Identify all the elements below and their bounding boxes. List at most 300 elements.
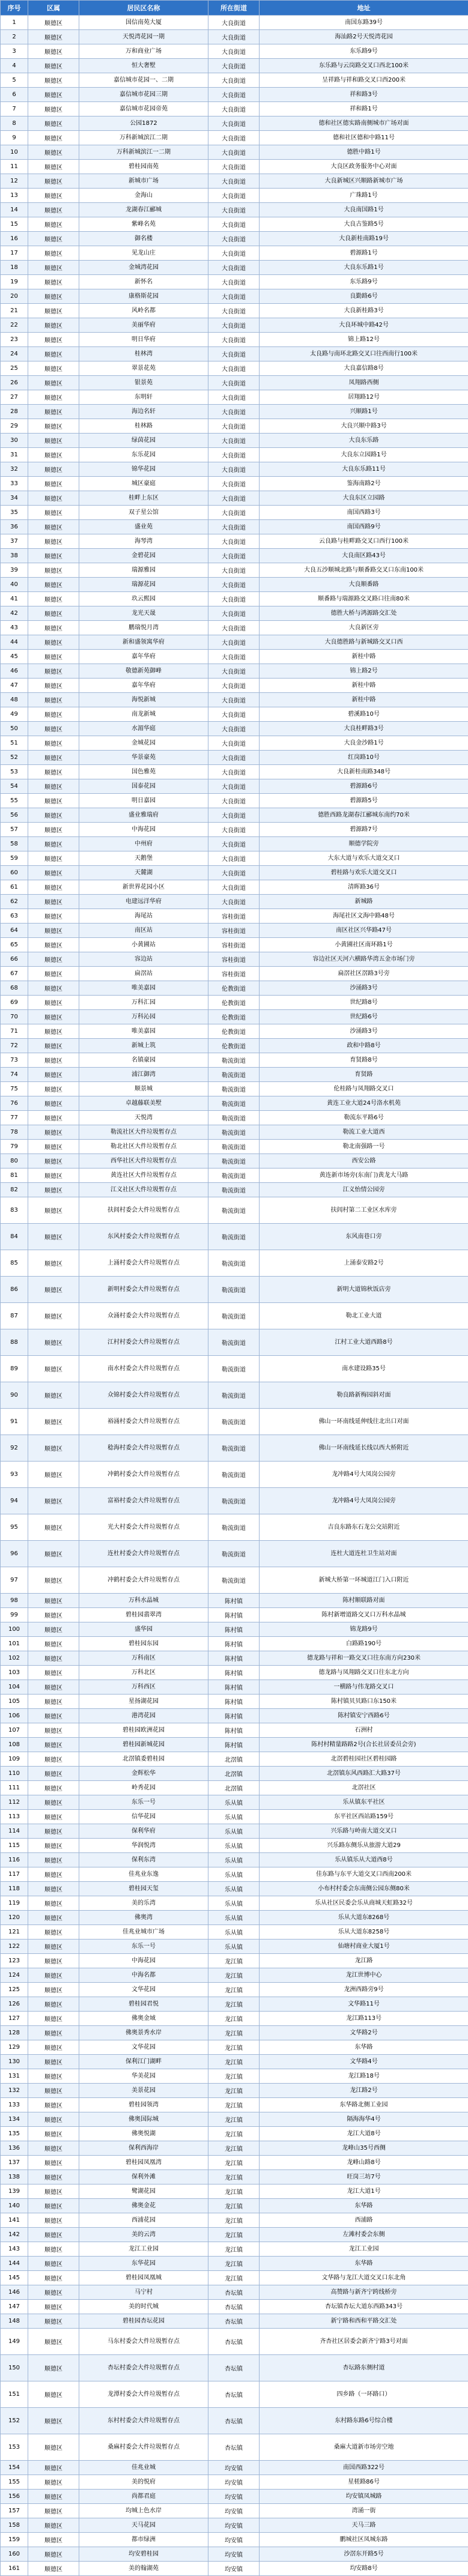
cell-community: 光大村委会大件垃圾暂存点 — [79, 1514, 208, 1541]
table-row — [1, 1111, 468, 1125]
cell-district: 顺德区 — [28, 189, 79, 203]
cell-no: 36 — [1, 520, 28, 534]
cell-district: 顺德区 — [28, 679, 79, 693]
table-row — [1, 419, 468, 434]
cell-address: 大良顺番路 — [260, 578, 468, 592]
table-row — [1, 1752, 468, 1767]
cell-district: 顺德区 — [28, 1277, 79, 1303]
cell-community: 恒大奢墅 — [79, 59, 208, 73]
table-row — [1, 1197, 468, 1224]
table-row — [1, 2547, 468, 2562]
cell-no: 65 — [1, 938, 28, 952]
cell-address: 顺番路与瑞源路交叉路口往南80米 — [260, 592, 468, 606]
cell-no: 147 — [1, 2300, 28, 2314]
cell-address: 顺德学院旁 — [260, 837, 468, 851]
cell-no: 99 — [1, 1608, 28, 1622]
cell-street: 均安镇 — [208, 2518, 260, 2533]
cell-no: 58 — [1, 837, 28, 851]
cell-street: 大良街道 — [208, 405, 260, 419]
cell-street: 大良街道 — [208, 808, 260, 823]
cell-district: 顺德区 — [28, 534, 79, 549]
cell-address: 文华路2号 — [260, 2026, 468, 2040]
cell-no: 70 — [1, 1010, 28, 1024]
cell-district: 顺德区 — [28, 1594, 79, 1608]
cell-no: 35 — [1, 506, 28, 520]
table-row — [1, 1738, 468, 1752]
cell-community: 新明村委会大件垃圾暂存点 — [79, 1277, 208, 1303]
cell-address: 良勤路6号 — [260, 289, 468, 304]
cell-address: 佳东路与东平大道交叉口西南200米 — [260, 1867, 468, 1882]
cell-address: 东平社区西站路159号 — [260, 1810, 468, 1824]
table-row — [1, 73, 468, 88]
table-row — [1, 2461, 468, 2475]
cell-district: 顺德区 — [28, 1541, 79, 1567]
cell-community: 佳兆业城市广场 — [79, 1925, 208, 1940]
table-row — [1, 1968, 468, 1983]
cell-community: 金城湾花园 — [79, 261, 208, 275]
cell-district: 顺德区 — [28, 2285, 79, 2300]
cell-street: 大良街道 — [208, 621, 260, 635]
cell-district: 顺德区 — [28, 2184, 79, 2199]
cell-address: 兴乐路与岭南大道交叉口 — [260, 1824, 468, 1839]
cell-no: 18 — [1, 261, 28, 275]
cell-address: 龙江路18号 — [260, 2069, 468, 2084]
cell-no: 157 — [1, 2504, 28, 2518]
table-row — [1, 131, 468, 145]
cell-street: 大良街道 — [208, 318, 260, 333]
cell-district: 顺德区 — [28, 1983, 79, 1997]
table-row — [1, 1983, 468, 1997]
cell-address: 碧源路7号 — [260, 823, 468, 837]
cell-community: 美的乐湾 — [79, 1896, 208, 1911]
cell-district: 顺德区 — [28, 866, 79, 880]
cell-community: 富裕村委会大件垃圾暂存点 — [79, 1488, 208, 1514]
cell-community: 桑麻村委会大件垃圾暂存点 — [79, 2434, 208, 2461]
cell-street: 杏坛镇 — [208, 2329, 260, 2355]
cell-district: 顺德区 — [28, 1695, 79, 1709]
table-row — [1, 2213, 468, 2228]
cell-district: 顺德区 — [28, 967, 79, 981]
table-row — [1, 2257, 468, 2271]
cell-street: 大良街道 — [208, 174, 260, 189]
cell-district: 顺德区 — [28, 1435, 79, 1462]
cell-street: 勒流街道 — [208, 1183, 260, 1197]
cell-community: 文华花园 — [79, 1983, 208, 1997]
cell-community: 小黄圃站 — [79, 938, 208, 952]
cell-district: 顺德区 — [28, 1940, 79, 1954]
cell-district: 顺德区 — [28, 289, 79, 304]
cell-no: 24 — [1, 347, 28, 361]
cell-street: 乐从镇 — [208, 1940, 260, 1954]
cell-community: 华美花园 — [79, 2069, 208, 2084]
cell-address: 文华路与龙江大道交叉口东北角 — [260, 2271, 468, 2285]
cell-district: 顺德区 — [28, 1303, 79, 1329]
cell-district: 顺德区 — [28, 1723, 79, 1738]
cell-community: 碧桂园南苑 — [79, 160, 208, 174]
cell-community: 佛奥悦湖 — [79, 2127, 208, 2141]
cell-district: 顺德区 — [28, 1997, 79, 2012]
cell-address: 新桂中路 — [260, 693, 468, 707]
table-row — [1, 1882, 468, 1896]
cell-district: 顺德区 — [28, 707, 79, 722]
table-row — [1, 1053, 468, 1068]
cell-street: 大良街道 — [208, 131, 260, 145]
cell-district: 顺德区 — [28, 2408, 79, 2434]
cell-district: 顺德区 — [28, 160, 79, 174]
cell-no: 113 — [1, 1810, 28, 1824]
cell-street: 乐从镇 — [208, 1839, 260, 1853]
cell-community: 碧桂园欧洲花园 — [79, 1723, 208, 1738]
cell-address: 呈祥路与祥和路交叉口西200米 — [260, 73, 468, 88]
cell-street: 大良街道 — [208, 491, 260, 506]
cell-no: 153 — [1, 2434, 28, 2461]
cell-community: 紫峰名苑 — [79, 217, 208, 232]
cell-district: 顺德区 — [28, 952, 79, 967]
table-row — [1, 1183, 468, 1197]
cell-community: 都市绿洲 — [79, 2533, 208, 2547]
cell-no: 98 — [1, 1594, 28, 1608]
cell-no: 68 — [1, 981, 28, 996]
cell-no: 74 — [1, 1068, 28, 1082]
table-row — [1, 679, 468, 693]
cell-community: 盛业雅瑞府 — [79, 808, 208, 823]
cell-street: 陈村镇 — [208, 1608, 260, 1622]
cell-address: 大良东区立园路 — [260, 491, 468, 506]
cell-community: 天马花园 — [79, 2518, 208, 2533]
cell-district: 顺德区 — [28, 2084, 79, 2098]
cell-street: 勒流街道 — [208, 1356, 260, 1382]
cell-district: 顺德区 — [28, 2170, 79, 2184]
cell-street: 龙江镇 — [208, 2026, 260, 2040]
cell-district: 顺德区 — [28, 1169, 79, 1183]
cell-community: 南区站 — [79, 924, 208, 938]
cell-no: 158 — [1, 2518, 28, 2533]
cell-district: 顺德区 — [28, 2300, 79, 2314]
cell-address: 吉良东路东石龙公交站附近 — [260, 1514, 468, 1541]
cell-no: 151 — [1, 2381, 28, 2408]
table-row — [1, 751, 468, 765]
cell-community: 佛奥景秀水岸 — [79, 2026, 208, 2040]
table-row — [1, 578, 468, 592]
cell-no: 37 — [1, 534, 28, 549]
table-row — [1, 116, 468, 131]
cell-community: 佳兆业东逸 — [79, 1867, 208, 1882]
cell-district: 顺德区 — [28, 1125, 79, 1140]
cell-street: 陈村镇 — [208, 1637, 260, 1651]
cell-district: 顺德区 — [28, 2127, 79, 2141]
cell-address: 勒流工业大道西 — [260, 1125, 468, 1140]
cell-no: 139 — [1, 2184, 28, 2199]
table-row — [1, 736, 468, 751]
cell-community: 黄连社区大件垃圾暂存点 — [79, 1169, 208, 1183]
cell-no: 142 — [1, 2228, 28, 2242]
table-row — [1, 808, 468, 823]
cell-no: 7 — [1, 102, 28, 116]
table-row — [1, 2127, 468, 2141]
cell-street: 龙江镇 — [208, 2069, 260, 2084]
cell-address: 东乐路9号 — [260, 275, 468, 289]
cell-street: 杏坛镇 — [208, 2314, 260, 2329]
table-row — [1, 1435, 468, 1462]
cell-no: 54 — [1, 779, 28, 794]
table-row — [1, 246, 468, 261]
cell-address: 大良东乐路1号 — [260, 261, 468, 275]
cell-street: 大良街道 — [208, 304, 260, 318]
cell-community: 勒北社区大件垃圾暂存点 — [79, 1140, 208, 1154]
cell-community: 浦江御湾 — [79, 1068, 208, 1082]
cell-address: 仙塘村商业大厦1号 — [260, 1940, 468, 1954]
cell-street: 大良街道 — [208, 779, 260, 794]
cell-district: 顺德区 — [28, 779, 79, 794]
cell-street: 勒流街道 — [208, 1197, 260, 1224]
table-row — [1, 765, 468, 779]
cell-district: 顺德区 — [28, 361, 79, 376]
cell-street: 龙江镇 — [208, 2156, 260, 2170]
cell-address: 德胜西路龙湖春江郦城东南约70米 — [260, 808, 468, 823]
cell-community: 碧桂园东园 — [79, 1637, 208, 1651]
table-row — [1, 837, 468, 851]
cell-street: 大良街道 — [208, 520, 260, 534]
cell-address: 大良新桂南路19号 — [260, 232, 468, 246]
cell-street: 大良街道 — [208, 606, 260, 621]
table-row — [1, 981, 468, 996]
cell-district: 顺德区 — [28, 2434, 79, 2461]
cell-address: 大良新区旁 — [260, 621, 468, 635]
cell-address: 大良金沙路1号 — [260, 736, 468, 751]
table-row — [1, 145, 468, 160]
cell-community: 新和盛领寓华府 — [79, 635, 208, 650]
cell-address: 西浦路 — [260, 2213, 468, 2228]
table-row — [1, 1723, 468, 1738]
cell-no: 120 — [1, 1911, 28, 1925]
cell-no: 79 — [1, 1140, 28, 1154]
cell-district: 顺德区 — [28, 2098, 79, 2112]
cell-district: 顺德区 — [28, 2026, 79, 2040]
cell-community: 南水村委会大件垃圾暂存点 — [79, 1356, 208, 1382]
cell-no: 93 — [1, 1462, 28, 1488]
cell-no: 133 — [1, 2098, 28, 2112]
cell-address: 左滩村委会东侧 — [260, 2228, 468, 2242]
table-row — [1, 1356, 468, 1382]
cell-no: 123 — [1, 1954, 28, 1968]
table-row — [1, 462, 468, 477]
cell-no: 27 — [1, 390, 28, 405]
cell-district: 顺德区 — [28, 506, 79, 520]
cell-community: 东村村委会大件垃圾暂存点 — [79, 2408, 208, 2434]
cell-no: 49 — [1, 707, 28, 722]
cell-community: 金海山 — [79, 189, 208, 203]
cell-address: 四乡路（一环路口） — [260, 2381, 468, 2408]
table-row — [1, 390, 468, 405]
cell-district: 顺德区 — [28, 246, 79, 261]
cell-address: 东华路 — [260, 2040, 468, 2055]
cell-street: 大良街道 — [208, 160, 260, 174]
cell-district: 顺德区 — [28, 837, 79, 851]
cell-address: 南水建设路35号 — [260, 1356, 468, 1382]
cell-no: 48 — [1, 693, 28, 707]
cell-no: 16 — [1, 232, 28, 246]
cell-address: 龙峰山路8号 — [260, 2156, 468, 2170]
cell-street: 乐从镇 — [208, 1824, 260, 1839]
cell-district: 顺德区 — [28, 2355, 79, 2381]
table-row — [1, 203, 468, 217]
cell-address: 北滘碧桂园社区碧桂园路 — [260, 1752, 468, 1767]
cell-address: 乐从社区民委会乐从商城天虹路32号 — [260, 1896, 468, 1911]
table-row — [1, 506, 468, 520]
cell-community: 嘉年华府 — [79, 679, 208, 693]
cell-no: 148 — [1, 2314, 28, 2329]
cell-community: 国信南苑大厦 — [79, 16, 208, 30]
table-row — [1, 1709, 468, 1723]
cell-no: 146 — [1, 2285, 28, 2300]
cell-street: 大良街道 — [208, 549, 260, 563]
table-row — [1, 1409, 468, 1435]
table-row — [1, 2112, 468, 2127]
cell-no: 108 — [1, 1738, 28, 1752]
cell-address: 大良桂畔路3号 — [260, 722, 468, 736]
cell-district: 顺德区 — [28, 2156, 79, 2170]
cell-address: 大良东乐路 — [260, 434, 468, 448]
cell-street: 陈村镇 — [208, 1622, 260, 1637]
cell-community: 东乐一号 — [79, 1795, 208, 1810]
cell-community: 瑞源花园 — [79, 578, 208, 592]
cell-street: 勒流街道 — [208, 1096, 260, 1111]
cell-district: 顺德区 — [28, 1039, 79, 1053]
cell-no: 14 — [1, 203, 28, 217]
cell-community: 嘉信城市花园帝苑 — [79, 102, 208, 116]
cell-community: 江村村委会大件垃圾暂存点 — [79, 1329, 208, 1356]
cell-address: 黄连工业大道24号洛水机苑 — [260, 1096, 468, 1111]
cell-district: 顺德区 — [28, 621, 79, 635]
cell-address: 龙江世博中心 — [260, 1968, 468, 1983]
cell-street: 龙江镇 — [208, 2055, 260, 2069]
cell-district: 顺德区 — [28, 606, 79, 621]
cell-street: 大良街道 — [208, 751, 260, 765]
cell-address: 锦龙路9号 — [260, 1622, 468, 1637]
cell-street: 龙江镇 — [208, 2242, 260, 2257]
cell-district: 顺德区 — [28, 1968, 79, 1983]
cell-community: 康格斯花园 — [79, 289, 208, 304]
cell-no: 9 — [1, 131, 28, 145]
cell-community: 海琴湾 — [79, 534, 208, 549]
cell-address: 佛山一环南线延伸线往北出口对面 — [260, 1409, 468, 1435]
cell-no: 67 — [1, 967, 28, 981]
cell-no: 5 — [1, 73, 28, 88]
table-row — [1, 2199, 468, 2213]
cell-no: 85 — [1, 1250, 28, 1277]
cell-community: 玖云熙园 — [79, 592, 208, 606]
table-row — [1, 2242, 468, 2257]
cell-community: 御名楼 — [79, 232, 208, 246]
cell-street: 勒流街道 — [208, 1082, 260, 1096]
cell-no: 29 — [1, 419, 28, 434]
cell-street: 大良街道 — [208, 361, 260, 376]
table-row — [1, 2012, 468, 2026]
table-row — [1, 289, 468, 304]
cell-no: 51 — [1, 736, 28, 751]
cell-address: 乐从大道东8268号 — [260, 1911, 468, 1925]
cell-street: 大良街道 — [208, 44, 260, 59]
cell-district: 顺德区 — [28, 232, 79, 246]
cell-street: 勒流街道 — [208, 1111, 260, 1125]
cell-street: 大良街道 — [208, 563, 260, 578]
cell-no: 154 — [1, 2461, 28, 2475]
cell-street: 大良街道 — [208, 765, 260, 779]
table-row — [1, 1169, 468, 1183]
table-row — [1, 2504, 468, 2518]
header-no: 序号 — [1, 1, 28, 16]
cell-address: 西安公路 — [260, 1154, 468, 1169]
table-row — [1, 88, 468, 102]
cell-no: 152 — [1, 2408, 28, 2434]
cell-no: 105 — [1, 1695, 28, 1709]
table-row — [1, 866, 468, 880]
cell-no: 11 — [1, 160, 28, 174]
cell-district: 顺德区 — [28, 635, 79, 650]
cell-community: 保利东湾 — [79, 1853, 208, 1867]
cell-no: 31 — [1, 448, 28, 462]
cell-community: 桂林湾 — [79, 347, 208, 361]
table-row — [1, 1853, 468, 1867]
cell-community: 翠景花苑 — [79, 361, 208, 376]
cell-no: 101 — [1, 1637, 28, 1651]
cell-community: 银景苑 — [79, 376, 208, 390]
cell-community: 新世界花园小区 — [79, 880, 208, 895]
cell-street: 龙江镇 — [208, 1997, 260, 2012]
table-row — [1, 2228, 468, 2242]
cell-community: 南龙新城 — [79, 707, 208, 722]
cell-street: 大良街道 — [208, 434, 260, 448]
cell-district: 顺德区 — [28, 405, 79, 419]
cell-street: 大良街道 — [208, 693, 260, 707]
cell-community: 美的时代城 — [79, 2300, 208, 2314]
table-row — [1, 304, 468, 318]
cell-community: 中海花园 — [79, 1954, 208, 1968]
table-row — [1, 1382, 468, 1409]
table-row — [1, 275, 468, 289]
cell-street: 大良街道 — [208, 462, 260, 477]
cell-address: 沙涌路3号 — [260, 981, 468, 996]
cell-street: 勒流街道 — [208, 1567, 260, 1594]
cell-address: 江义怡情公园旁 — [260, 1183, 468, 1197]
cell-street: 大良街道 — [208, 794, 260, 808]
table-row — [1, 967, 468, 981]
cell-address: 东风南巷口旁 — [260, 1224, 468, 1250]
cell-community: 美的悦府 — [79, 2475, 208, 2490]
table-row — [1, 635, 468, 650]
table-row — [1, 1125, 468, 1140]
cell-community: 江义社区大件垃圾暂存点 — [79, 1183, 208, 1197]
table-row — [1, 1567, 468, 1594]
cell-no: 39 — [1, 563, 28, 578]
cell-district: 顺德区 — [28, 59, 79, 73]
table-row — [1, 2156, 468, 2170]
cell-district: 顺德区 — [28, 1567, 79, 1594]
cell-address: 大良古鉴路5号 — [260, 217, 468, 232]
table-row — [1, 102, 468, 116]
cell-no: 110 — [1, 1767, 28, 1781]
cell-street: 乐从镇 — [208, 1867, 260, 1882]
cell-address: 龙冲路4号大凤岗公园旁 — [260, 1488, 468, 1514]
cell-community: 保利江门湖畔 — [79, 2055, 208, 2069]
cell-district: 顺德区 — [28, 1154, 79, 1169]
cell-street: 陈村镇 — [208, 1695, 260, 1709]
cell-district: 顺德区 — [28, 808, 79, 823]
cell-no: 100 — [1, 1622, 28, 1637]
table-row — [1, 2098, 468, 2112]
cell-community: 嘉年华府 — [79, 650, 208, 664]
table-row — [1, 1488, 468, 1514]
